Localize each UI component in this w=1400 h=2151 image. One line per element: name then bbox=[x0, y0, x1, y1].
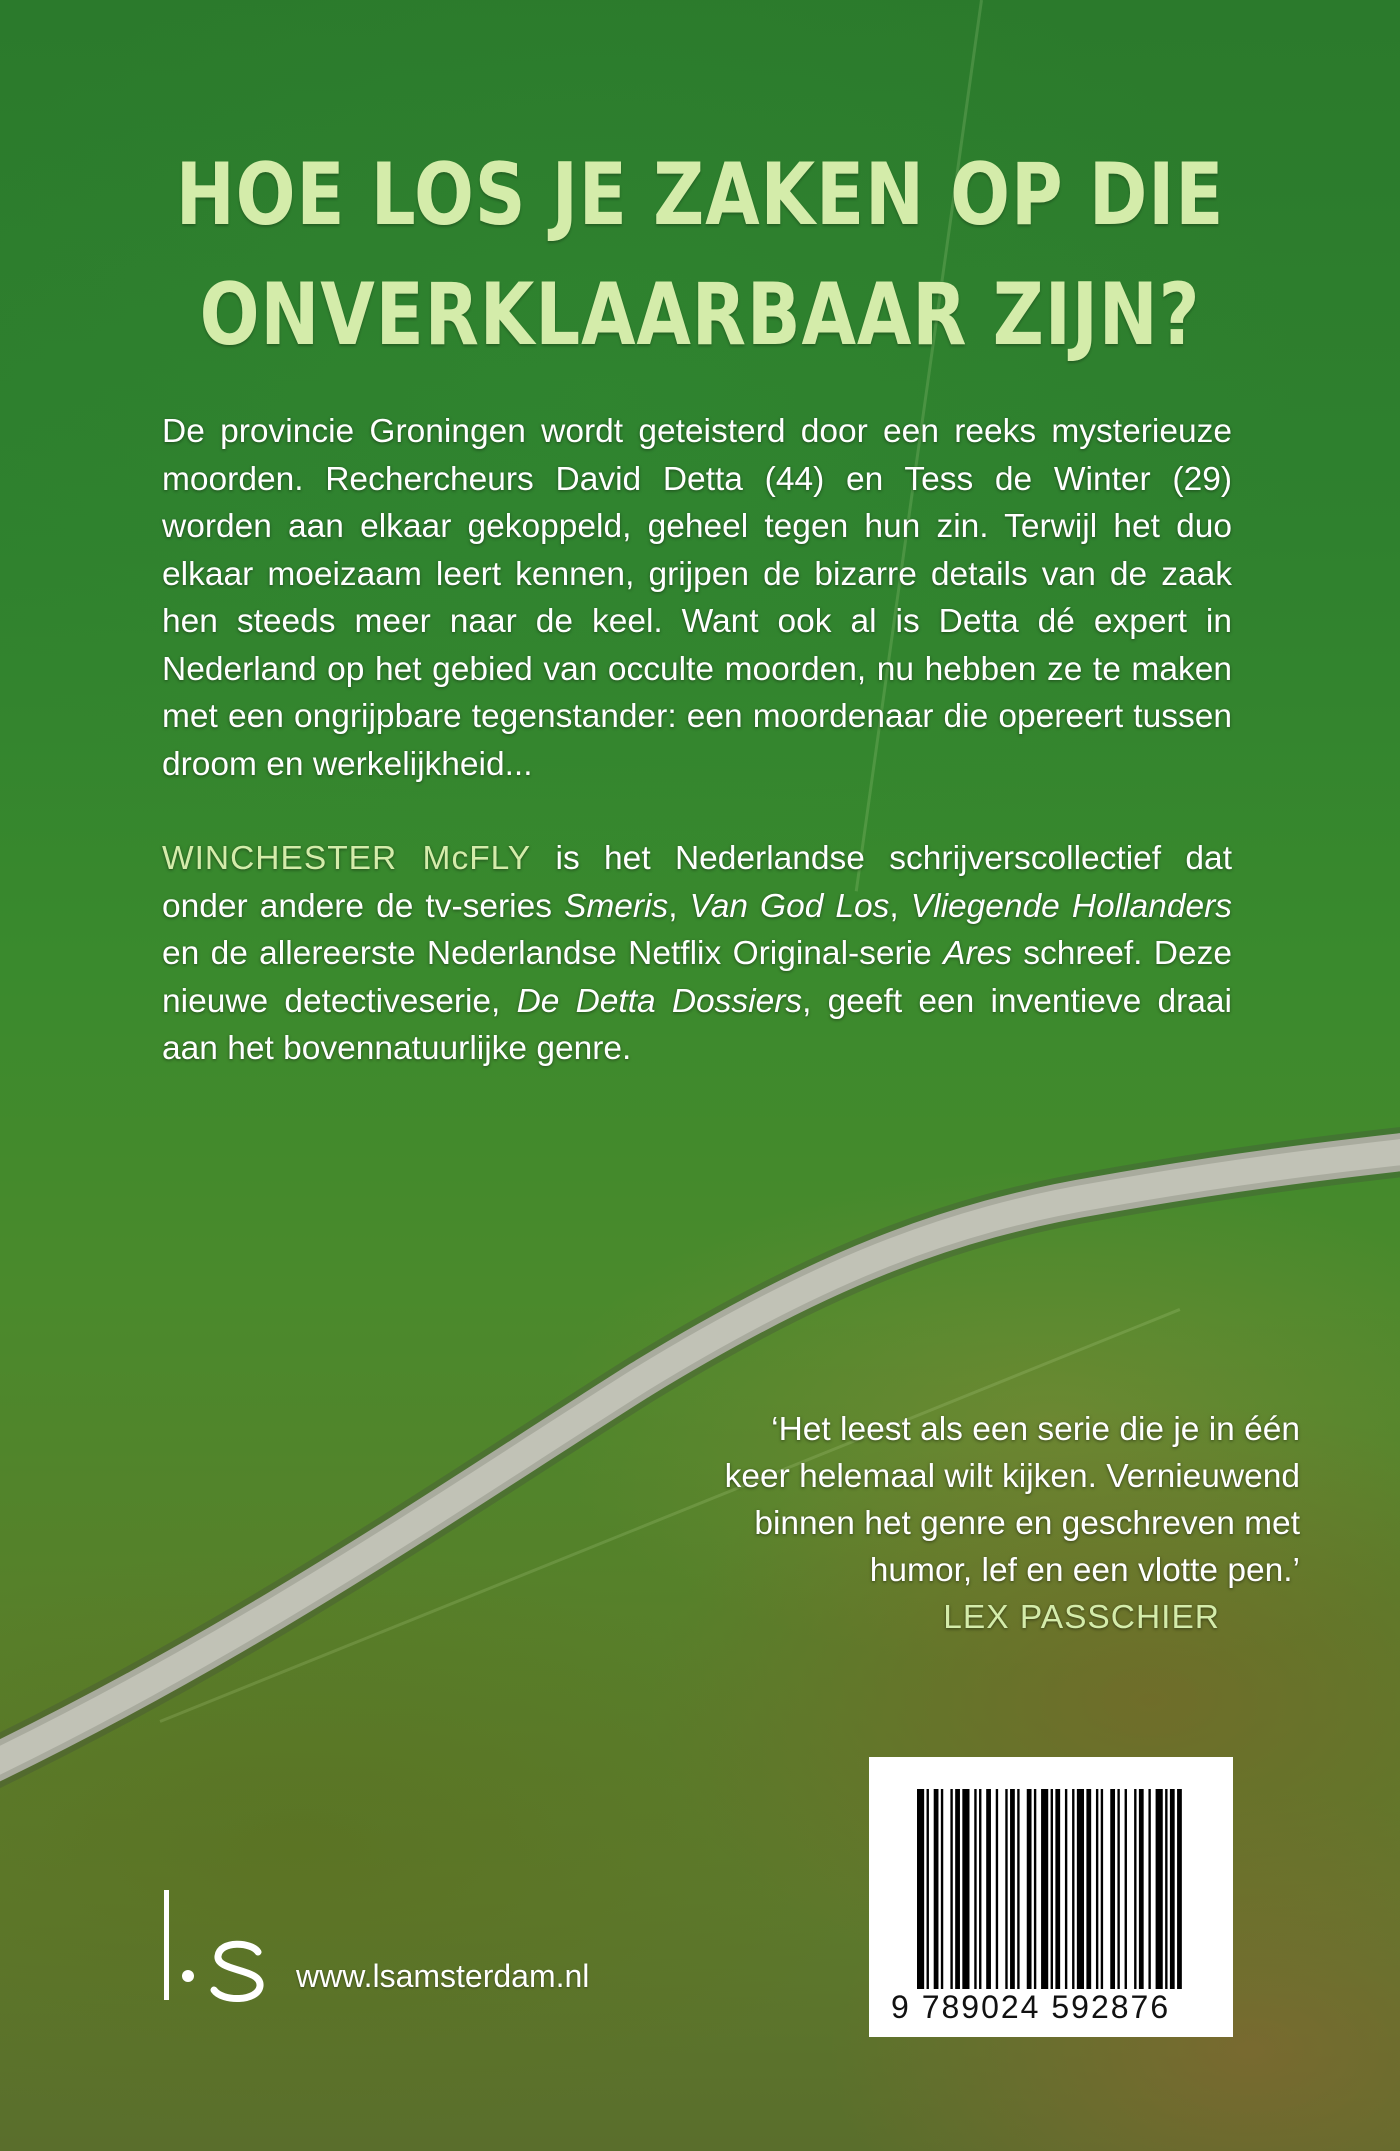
barcode-bar bbox=[1072, 1789, 1074, 1989]
publisher-website[interactable]: www.lsamsterdam.nl bbox=[296, 1958, 590, 1994]
series-title: Smeris bbox=[564, 887, 669, 925]
blurb-paragraph-synopsis: De provincie Groningen wordt geteisterd door een reeks mysterieuze moorden. Rechercheurs David Detta (44) en Tess de Winter (29) worden aan elkaar gekoppeld, geheel tegen hun zin. Terwijl het duo elkaar moeizaam leert kennen, grijpen de bizarre details van de zaak hen steeds meer naar de keel. Want ook al is Detta dé expert in Nederland op het gebied van occulte moorden, nu hebben ze te maken met een ongrijpbare tegenstander: een moordenaar die opereert tussen droom en werkelijkheid... bbox=[162, 413, 1232, 783]
publisher-logo bbox=[160, 1888, 280, 2008]
barcode-bar bbox=[1005, 1789, 1007, 1989]
barcode-bar bbox=[1156, 1789, 1163, 1989]
barcode-bar bbox=[1096, 1789, 1098, 1989]
barcode-bar bbox=[1027, 1789, 1032, 1989]
barcode-bar bbox=[1041, 1789, 1048, 1989]
series-title: Ares bbox=[943, 935, 1012, 972]
quote-author: LEX PASSCHIER bbox=[943, 1599, 1220, 1636]
barcode-bar bbox=[1177, 1789, 1182, 1989]
barcode-bar bbox=[979, 1789, 981, 1989]
barcode-bar bbox=[1165, 1789, 1167, 1989]
barcode-bars bbox=[917, 1789, 1189, 1989]
blurb-text: is het Nederlandse schrijverscollectief dat onder andere de tv-series bbox=[162, 840, 1232, 925]
blurb-text: schreef. Deze nieuwe detectiveserie, bbox=[162, 935, 1232, 1020]
barcode-bar bbox=[934, 1789, 939, 1989]
barcode-bar bbox=[950, 1789, 952, 1989]
barcode-bar bbox=[1051, 1789, 1053, 1989]
barcode-bar bbox=[1101, 1789, 1103, 1989]
barcode-bar bbox=[927, 1789, 929, 1989]
blurb-separator: , bbox=[889, 887, 911, 925]
author-name: WINCHESTER McFLY bbox=[162, 840, 532, 877]
barcode-bar bbox=[1134, 1789, 1136, 1989]
barcode-bar bbox=[941, 1789, 943, 1989]
barcode-bar bbox=[1117, 1789, 1119, 1989]
blurb-paragraph-author bbox=[162, 835, 1232, 1073]
review-quote bbox=[700, 1406, 1300, 1641]
barcode-bar bbox=[1055, 1789, 1060, 1989]
isbn-barcode bbox=[869, 1757, 1233, 2037]
blurb bbox=[162, 408, 1232, 1073]
barcode-bar bbox=[1125, 1789, 1127, 1989]
barcode-bar bbox=[1077, 1789, 1084, 1989]
barcode-bar bbox=[1010, 1789, 1015, 1989]
barcode-bar bbox=[962, 1789, 969, 1989]
barcode-bar bbox=[986, 1789, 991, 1989]
barcode-bar bbox=[917, 1789, 924, 1989]
blurb-text: en de allereerste Nederlandse Netflix Original-serie bbox=[162, 935, 944, 972]
barcode-bar bbox=[1017, 1789, 1019, 1989]
barcode-bar bbox=[974, 1789, 976, 1989]
publisher-logo-text: l.s bbox=[220, 1948, 222, 1949]
barcode-bar bbox=[1139, 1789, 1144, 1989]
barcode-bar bbox=[996, 1789, 998, 1989]
barcode-bar bbox=[1065, 1789, 1067, 1989]
blurb-separator: , bbox=[668, 887, 690, 925]
blurb-text: , geeft een inventieve draai aan het bovennatuurlijke genre. bbox=[162, 982, 1232, 1067]
barcode-bar bbox=[1170, 1789, 1175, 1989]
series-title: De Detta Dossiers bbox=[516, 982, 803, 1020]
barcode-bar bbox=[1148, 1789, 1150, 1989]
headline bbox=[126, 135, 1274, 375]
headline-line-2: ONVERKLAARBAAR ZIJN? bbox=[199, 265, 1201, 365]
headline-line-1: HOE LOS JE ZAKEN OP DIE bbox=[175, 145, 1225, 245]
barcode-bar bbox=[1110, 1789, 1115, 1989]
isbn-number: 9 789024 592876 bbox=[891, 1989, 1171, 2025]
barcode-bar bbox=[955, 1789, 960, 1989]
barcode-bar bbox=[1034, 1789, 1036, 1989]
series-title: Vliegende Hollanders bbox=[910, 887, 1232, 925]
barcode-bar bbox=[1086, 1789, 1091, 1989]
quote-text: ‘Het leest als een serie die je in één keer helemaal wilt kijken. Vernieuwend binnen het genre en geschreven met humor, lef en een vlotte pen.’ bbox=[724, 1411, 1300, 1589]
series-title: Van God Los bbox=[689, 887, 890, 925]
